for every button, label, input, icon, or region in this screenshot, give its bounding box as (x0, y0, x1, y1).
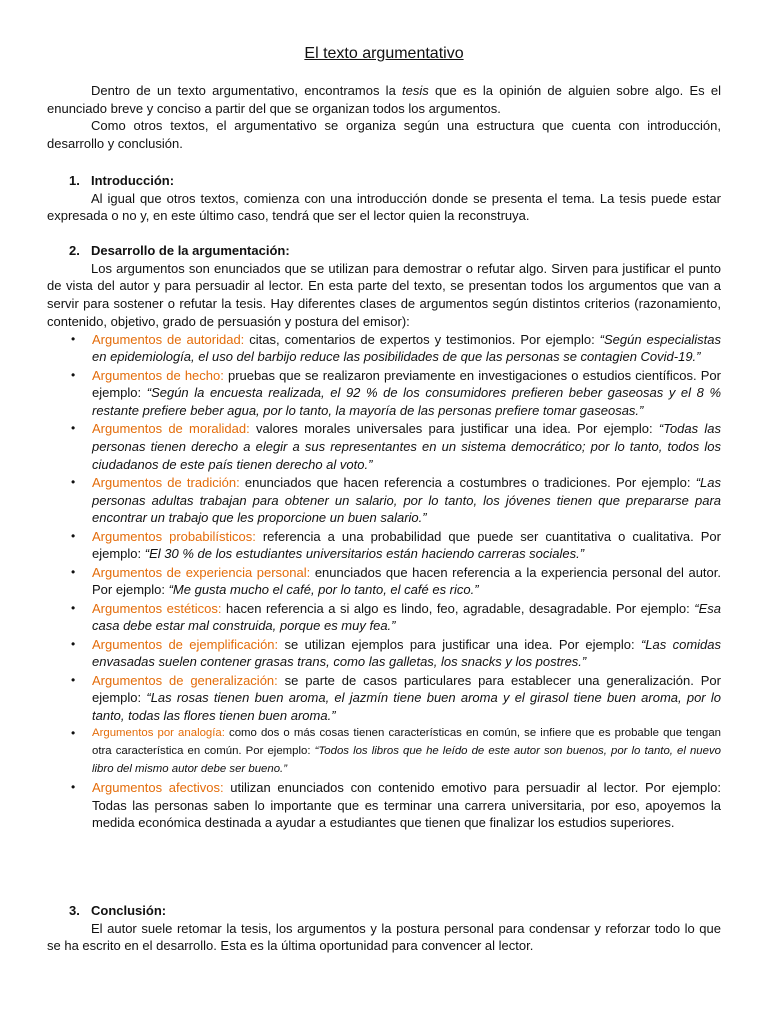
argument-label: Argumentos estéticos: (92, 600, 222, 616)
intro-block (47, 82, 721, 153)
argument-desc: se utilizan ejemplos para justificar una idea. Por ejemplo: (278, 636, 641, 652)
list-item (47, 600, 721, 635)
bullet-icon: • (71, 780, 76, 795)
section-heading (47, 902, 721, 920)
argument-desc: utilizan enunciados con contenido emotivo para persuadir al lector. Por ejemplo: Todas las personas saben lo importante que es terminar una carrera universitaria, por eso, apoyemos la medida económica destinada a ayudar a estudiantes que tienen que finalizar los estudios superiores. (92, 780, 721, 831)
argument-label: Argumentos afectivos: (92, 780, 224, 796)
section-desarrollo (47, 242, 721, 833)
tesis-term: tesis (402, 83, 429, 98)
argument-list (47, 331, 721, 833)
argument-desc: como dos o más cosas tienen características en común, se infiere que es probable que tengan otra característica en común. Por ejemplo: (92, 727, 722, 758)
list-item (47, 367, 721, 420)
bullet-icon: • (71, 528, 76, 543)
intro-paragraph-2: Como otros textos, el argumentativo se organiza según una estructura que cuenta con introducción, desarrollo y conclusión. (47, 118, 721, 152)
section-conclusion (47, 902, 721, 955)
section-number: 2. (69, 243, 80, 258)
bullet-icon: • (71, 672, 76, 687)
argument-example: “Según la encuesta realizada, el 92 % de los consumidores prefieren beber gaseosas y el 8 % restante prefiere beber agua, por lo tanto, la mayoría de las personas prefiere tomar gaseosas.” (92, 385, 722, 418)
intro-text: Dentro de un texto argumentativo, encontramos la (91, 83, 403, 98)
argument-label: Argumentos de generalización: (92, 672, 278, 688)
list-item (47, 564, 721, 599)
argument-label: Argumentos de ejemplificación: (92, 636, 279, 652)
section-text: Los argumentos son enunciados que se utilizan para demostrar o refutar algo. Sirven para justificar el punto de vista del autor y para persuadir al lector. En esta parte del texto, se presentan todos los argumentos que van a servir para sostener o refutar la tesis. Hay diferentes clases de argumentos según distintos criterios (razonamiento, contenido, objetivo, grado de persuasión y postura del emisor): (47, 260, 721, 329)
argument-label: Argumentos de tradición: (92, 474, 240, 490)
argument-label: Argumentos de hecho: (92, 367, 224, 383)
intro-text-continued: que es la opinión de alguien sobre algo. Es el enunciado breve y conciso a partir del que se organizan todos los argumentos. (47, 83, 721, 116)
list-item (47, 420, 721, 473)
bullet-icon: • (71, 474, 76, 489)
section-text: El autor suele retomar la tesis, los argumentos y la postura personal para condensar y reforzar todo lo que se ha escrito en el desarrollo. Esta es la última oportunidad para convencer al lector. (47, 920, 721, 954)
bullet-icon: • (71, 636, 76, 651)
bullet-icon: • (71, 726, 76, 741)
section-introduccion (47, 172, 721, 225)
section-heading-text: Desarrollo de la argumentación: (91, 243, 290, 258)
argument-example: “Todos los libros que he leído de este autor son buenos, por lo tanto, el nuevo libro del mismo autor debe ser bueno.” (92, 745, 721, 775)
bullet-icon: • (71, 564, 76, 579)
bullet-icon: • (71, 600, 76, 615)
section-heading (47, 242, 721, 260)
section-number: 1. (69, 173, 80, 188)
argument-example: “Las personas adultas trabajan para obtener un salario, por lo tanto, los jóvenes tienen que prepararse para encontrar un trabajo que les proporcione un buen salario.” (92, 474, 721, 526)
list-item (47, 672, 721, 725)
argument-desc: hacen referencia a si algo es lindo, feo, agradable, desagradable. Por ejemplo: (221, 600, 695, 616)
list-item (47, 779, 721, 832)
argument-desc: pruebas que se realizaron previamente en investigaciones o estudios científicos. Por ejemplo: (92, 367, 721, 401)
bullet-icon: • (71, 421, 76, 436)
list-item (47, 636, 721, 671)
argument-example: “Me gusta mucho el café, por lo tanto, el café es rico.” (168, 582, 479, 598)
argument-label: Argumentos de moralidad: (92, 421, 250, 437)
list-item (47, 528, 721, 563)
argument-label: Argumentos por analogía: (92, 727, 225, 740)
argument-label: Argumentos probabilísticos: (92, 528, 256, 544)
argument-example: “Las comidas envasadas suelen contener grasas trans, como las galletas, los snacks y los postres.” (92, 636, 721, 670)
list-item (47, 725, 721, 778)
argument-label: Argumentos de experiencia personal: (92, 564, 311, 580)
section-text: Al igual que otros textos, comienza con una introducción donde se presenta el tema. La tesis puede estar expresada o no y, en este último caso, tendrá que ser el lector quien la reconstruya. (47, 190, 721, 224)
argument-desc: citas, comentarios de expertos y testimonios. Por ejemplo: (244, 331, 600, 347)
argument-desc: enunciados que hacen referencia a costumbres o tradiciones. Por ejemplo: (239, 474, 696, 490)
argument-example: “Esa casa debe estar mal construida, porque es muy fea.” (92, 600, 721, 634)
argument-label: Argumentos de autoridad: (92, 331, 245, 347)
argument-example: “El 30 % de los estudiantes universitarios están haciendo carreras sociales.” (144, 546, 585, 562)
document-title: El texto argumentativo (304, 45, 464, 62)
argument-desc: referencia a una probabilidad que puede ser cuantitativa o cualitativa. Por ejemplo: (92, 528, 721, 562)
argument-desc: valores morales universales para justificar una idea. Por ejemplo: (249, 421, 659, 437)
argument-example: “Las rosas tienen buen aroma, el jazmín tiene buen aroma y el girasol tiene buen aroma, por lo tanto, todas las flores tienen buen aroma.” (92, 690, 721, 724)
intro-paragraph-1 (47, 82, 721, 117)
section-number: 3. (69, 903, 80, 918)
argument-desc: enunciados que hacen referencia a la experiencia personal del autor. Por ejemplo: (92, 564, 721, 598)
bullet-icon: • (71, 367, 76, 382)
section-heading (47, 172, 721, 190)
list-item (47, 474, 721, 527)
list-item (47, 331, 721, 366)
argument-desc: se parte de casos particulares para establecer una generalización. Por ejemplo: (92, 672, 721, 706)
section-heading-text: Introducción: (91, 173, 175, 188)
bullet-icon: • (71, 331, 76, 346)
section-heading-text: Conclusión: (91, 903, 167, 918)
argument-example: “Según especialistas en epidemiología, el uso del barbijo reduce las posibilidades de que las personas se contagien Covid-19.” (92, 331, 721, 365)
argument-example: “Todas las personas tienen derecho a elegir a sus representantes en un sistema democrático; por lo tanto, todos los ciudadanos de este país tienen derecho al voto.” (92, 421, 721, 472)
